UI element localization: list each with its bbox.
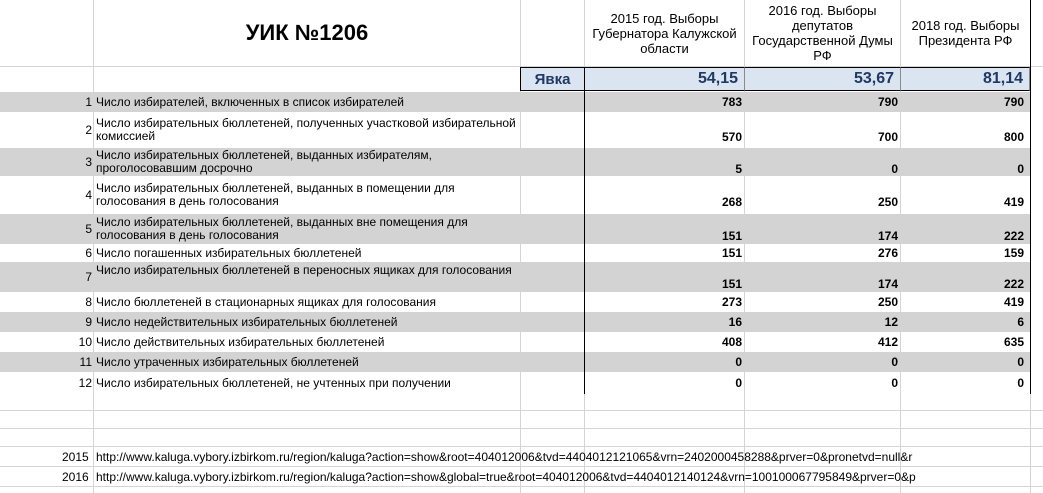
- row-value: 412: [877, 335, 898, 349]
- row-value: 0: [735, 355, 742, 369]
- row-value: 790: [1003, 95, 1024, 109]
- row-label: Число погашенных избирательных бюллетеней: [96, 245, 362, 260]
- row-value: 250: [877, 195, 898, 209]
- row-value: 174: [877, 277, 898, 291]
- row-value: 419: [1003, 295, 1024, 309]
- row-value: 0: [891, 355, 898, 369]
- table-row: [0, 332, 1030, 352]
- row-value: 0: [735, 376, 742, 390]
- row-number: 5: [85, 222, 92, 236]
- row-value: 12: [884, 315, 898, 329]
- table-row: [0, 262, 1030, 292]
- row-label: Число избирателей, включенных в список избирателей: [96, 94, 404, 109]
- row-number: 6: [85, 246, 92, 260]
- row-value: 0: [1017, 376, 1024, 390]
- column-separator: [584, 91, 585, 394]
- row-number: 11: [79, 355, 92, 369]
- turnout-value-2015: 54,15: [585, 67, 745, 91]
- row-label: Число избирательных бюллетеней, выданных избирателям, проголосовавшим досрочно: [96, 148, 432, 175]
- turnout-value-2016: 53,67: [745, 67, 901, 91]
- row-number: 12: [78, 376, 92, 390]
- grid-line: [0, 410, 1043, 411]
- row-value: 790: [877, 95, 898, 109]
- source-year-2016: 2016: [62, 470, 89, 484]
- column-header-2016: 2016 год. Выборы депутатов Государственной Думы РФ: [752, 3, 893, 63]
- row-value: 5: [735, 162, 742, 176]
- row-value: 222: [1003, 229, 1024, 243]
- row-label: Число бюллетеней в стационарных ящиках для голосования: [96, 294, 436, 309]
- row-value: 408: [721, 335, 742, 349]
- table-row: [0, 176, 1030, 214]
- row-value: 151: [721, 229, 742, 243]
- grid-line: [0, 446, 1043, 447]
- row-number: 2: [85, 123, 92, 137]
- table-row: [0, 352, 1030, 372]
- row-value: 276: [877, 246, 898, 260]
- row-value: 0: [891, 162, 898, 176]
- row-label: Число недействительных избирательных бюллетеней: [96, 314, 398, 329]
- row-label: Число избирательных бюллетеней в переносных ящиках для голосования: [96, 263, 512, 277]
- source-link-2016[interactable]: http://www.kaluga.vybory.izbirkom.ru/region/kaluga?action=show&global=true&root=404012006&tvd=4404012140124&vrn=100100067795849&prver=0&p: [96, 470, 916, 484]
- row-number: 7: [85, 270, 92, 284]
- row-label: Число избирательных бюллетеней, полученных участковой избирательной комиссией: [96, 116, 516, 143]
- row-number: 4: [85, 188, 92, 202]
- row-value: 222: [1003, 277, 1024, 291]
- row-label: Число избирательных бюллетеней, выданных в помещении для голосования в день голосования: [96, 181, 455, 208]
- row-value: 250: [877, 295, 898, 309]
- table-row: [0, 92, 1030, 112]
- column-header-2015: 2015 год. Выборы Губернатора Калужской области: [592, 10, 737, 56]
- row-value: 570: [721, 130, 742, 144]
- row-number: 10: [78, 335, 92, 349]
- row-value: 174: [877, 229, 898, 243]
- row-number: 9: [85, 315, 92, 329]
- row-label: Число утраченных избирательных бюллетеней: [96, 354, 359, 369]
- source-year-2015: 2015: [62, 450, 89, 464]
- row-value: 419: [1003, 195, 1024, 209]
- row-value: 16: [728, 315, 742, 329]
- row-value: 800: [1003, 130, 1024, 144]
- grid-line: [0, 466, 1043, 467]
- row-value: 151: [721, 277, 742, 291]
- row-value: 159: [1003, 246, 1024, 260]
- table-row: [0, 148, 1030, 176]
- row-value: 700: [877, 130, 898, 144]
- table-row: [0, 112, 1030, 148]
- row-value: 0: [1017, 162, 1024, 176]
- row-label: Число избирательных бюллетеней, не учтенных при получении: [96, 375, 451, 390]
- column-header-2018: 2018 год. Выборы Президента РФ: [911, 18, 1020, 48]
- row-number: 1: [85, 95, 92, 109]
- column-separator: [1030, 0, 1031, 394]
- row-value: 6: [1017, 315, 1024, 329]
- row-label: Число избирательных бюллетеней, выданных вне помещения для голосования в день голосования: [96, 215, 468, 242]
- table-row: [0, 292, 1030, 312]
- row-value: 273: [721, 295, 742, 309]
- table-row: [0, 214, 1030, 244]
- page-title: УИК №1206: [245, 20, 369, 45]
- table-row: [0, 312, 1030, 332]
- row-value: 268: [721, 195, 742, 209]
- turnout-value-2018: 81,14: [901, 67, 1030, 91]
- row-number: 3: [85, 155, 92, 169]
- row-value: 151: [721, 246, 742, 260]
- table-row: [0, 372, 1030, 394]
- grid-line: [0, 486, 1043, 487]
- row-value: 0: [1017, 355, 1024, 369]
- row-value: 635: [1003, 335, 1024, 349]
- grid-line: [0, 428, 1043, 429]
- turnout-label: Явка: [520, 67, 585, 91]
- source-link-2015[interactable]: http://www.kaluga.vybory.izbirkom.ru/region/kaluga?action=show&root=404012006&tvd=4404012121065&vrn=2402000458288&prver=0&pronetvd=null&r: [96, 450, 913, 464]
- table-row: [0, 244, 1030, 262]
- row-value: 0: [891, 376, 898, 390]
- row-number: 8: [85, 295, 92, 309]
- row-label: Число действительных избирательных бюллетеней: [96, 334, 385, 349]
- row-value: 783: [721, 95, 742, 109]
